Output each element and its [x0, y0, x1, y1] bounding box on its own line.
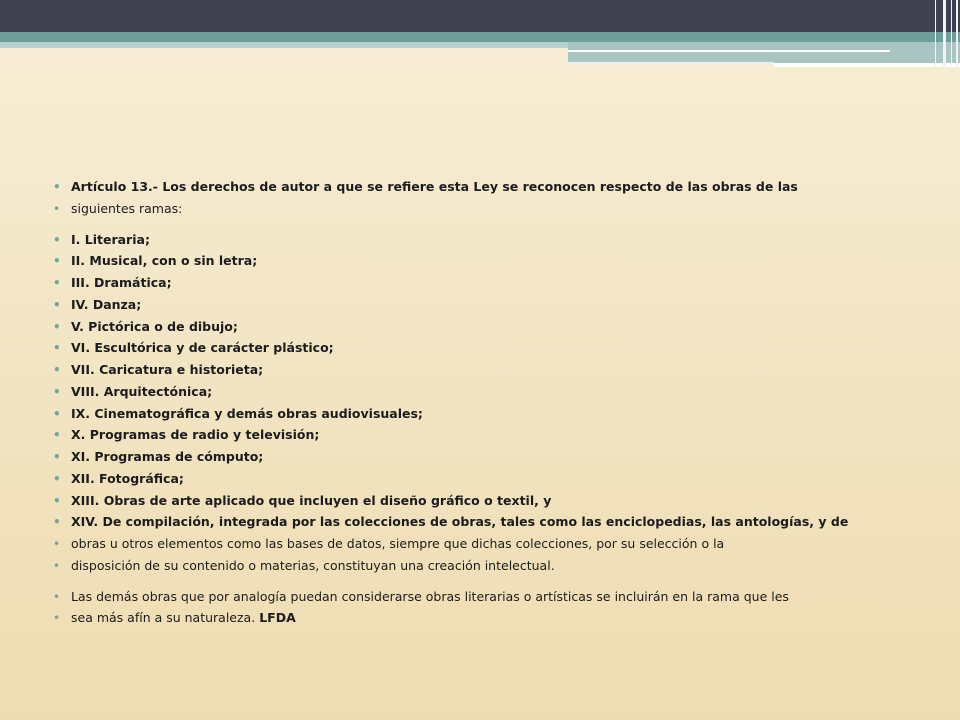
- slide-body: [50, 177, 930, 630]
- bullet-icon: •: [53, 341, 61, 356]
- list-item: [50, 404, 930, 426]
- bullet-icon: •: [53, 254, 61, 269]
- list-item: [50, 534, 930, 556]
- bullet-list: [50, 177, 930, 630]
- source-abbreviation: LFDA: [259, 610, 296, 626]
- bullet-icon: •: [53, 589, 61, 604]
- top-title-bar: [0, 0, 960, 32]
- list-item: [50, 295, 930, 317]
- list-item: [50, 317, 930, 339]
- bullet-icon: •: [53, 471, 61, 486]
- list-item-text: V. Pictórica o de dibujo;: [71, 318, 238, 334]
- bullet-icon: •: [53, 406, 61, 421]
- list-item-text: IX. Cinematográfica y demás obras audiovisuales;: [71, 405, 423, 421]
- bullet-icon: •: [53, 180, 61, 194]
- bullet-icon: •: [53, 384, 61, 399]
- decorative-white-line: [568, 50, 890, 52]
- list-item: [50, 556, 930, 578]
- list-item: [50, 360, 930, 382]
- list-item-text: XIV. De compilación, integrada por las colecciones de obras, tales como las enciclopedias, las antologías, y de: [71, 514, 849, 530]
- list-item-text: IV. Danza;: [71, 296, 142, 312]
- list-item-text: obras u otros elementos como las bases de datos, siempre que dichas colecciones, por su selección o la: [71, 536, 725, 551]
- bullet-icon: •: [53, 232, 61, 247]
- bullet-icon: •: [53, 537, 61, 551]
- list-item: [50, 469, 930, 491]
- list-item: [50, 608, 930, 630]
- list-item: [50, 512, 930, 534]
- list-item: [50, 447, 930, 469]
- bullet-icon: •: [53, 276, 61, 290]
- list-item: [50, 382, 930, 404]
- bullet-icon: •: [53, 515, 61, 530]
- bullet-icon: •: [53, 428, 61, 443]
- list-item: [50, 177, 930, 199]
- list-item-text: XI. Programas de cómputo;: [71, 449, 264, 464]
- list-item-text: VIII. Arquitectónica;: [71, 383, 213, 399]
- decorative-teal-band: [0, 32, 960, 42]
- list-item-text: XII. Fotográfica;: [71, 470, 184, 486]
- bullet-icon: •: [53, 319, 61, 334]
- bullet-icon: •: [53, 493, 61, 508]
- bullet-icon: •: [53, 201, 61, 216]
- list-item-text: XIII. Obras de arte aplicado que incluyen el diseño gráfico o textil, y: [71, 492, 552, 508]
- list-item-text: I. Literaria;: [71, 231, 150, 247]
- list-item: [50, 251, 930, 273]
- list-item: [50, 425, 930, 447]
- list-item-text: Las demás obras que por analogía puedan considerarse obras literarias o artísticas se incluirán en la rama que les: [71, 588, 789, 604]
- bullet-icon: •: [53, 450, 61, 464]
- bullet-icon: •: [53, 611, 61, 626]
- decorative-white-line: [568, 62, 774, 64]
- list-item: [50, 587, 930, 609]
- list-item-text: sea más afín a su naturaleza.: [71, 610, 256, 626]
- decorative-light-band: [0, 42, 568, 48]
- list-item-text: II. Musical, con o sin letra;: [71, 253, 258, 269]
- list-item: [50, 273, 930, 295]
- list-item-text: X. Programas de radio y televisión;: [71, 427, 320, 443]
- list-item: [50, 199, 930, 221]
- list-item-text: Artículo 13.- Los derechos de autor a que se refiere esta Ley se reconocen respecto de las obras de las: [71, 179, 798, 194]
- list-item-text: disposición de su contenido o materias, constituyan una creación intelectual.: [71, 557, 555, 573]
- bullet-icon: •: [53, 558, 61, 573]
- list-item-text: VII. Caricatura e historieta;: [71, 362, 264, 377]
- list-item-text: siguientes ramas:: [71, 200, 183, 216]
- list-item: [50, 491, 930, 513]
- list-item-text: VI. Escultórica y de carácter plástico;: [71, 340, 334, 356]
- bullet-icon: •: [53, 297, 61, 312]
- decorative-vertical-lines: [920, 0, 960, 68]
- list-item: [50, 230, 930, 252]
- decorative-light-band-right: [568, 42, 960, 64]
- list-item-text: III. Dramática;: [71, 275, 172, 290]
- list-item: [50, 338, 930, 360]
- bullet-icon: •: [53, 363, 61, 377]
